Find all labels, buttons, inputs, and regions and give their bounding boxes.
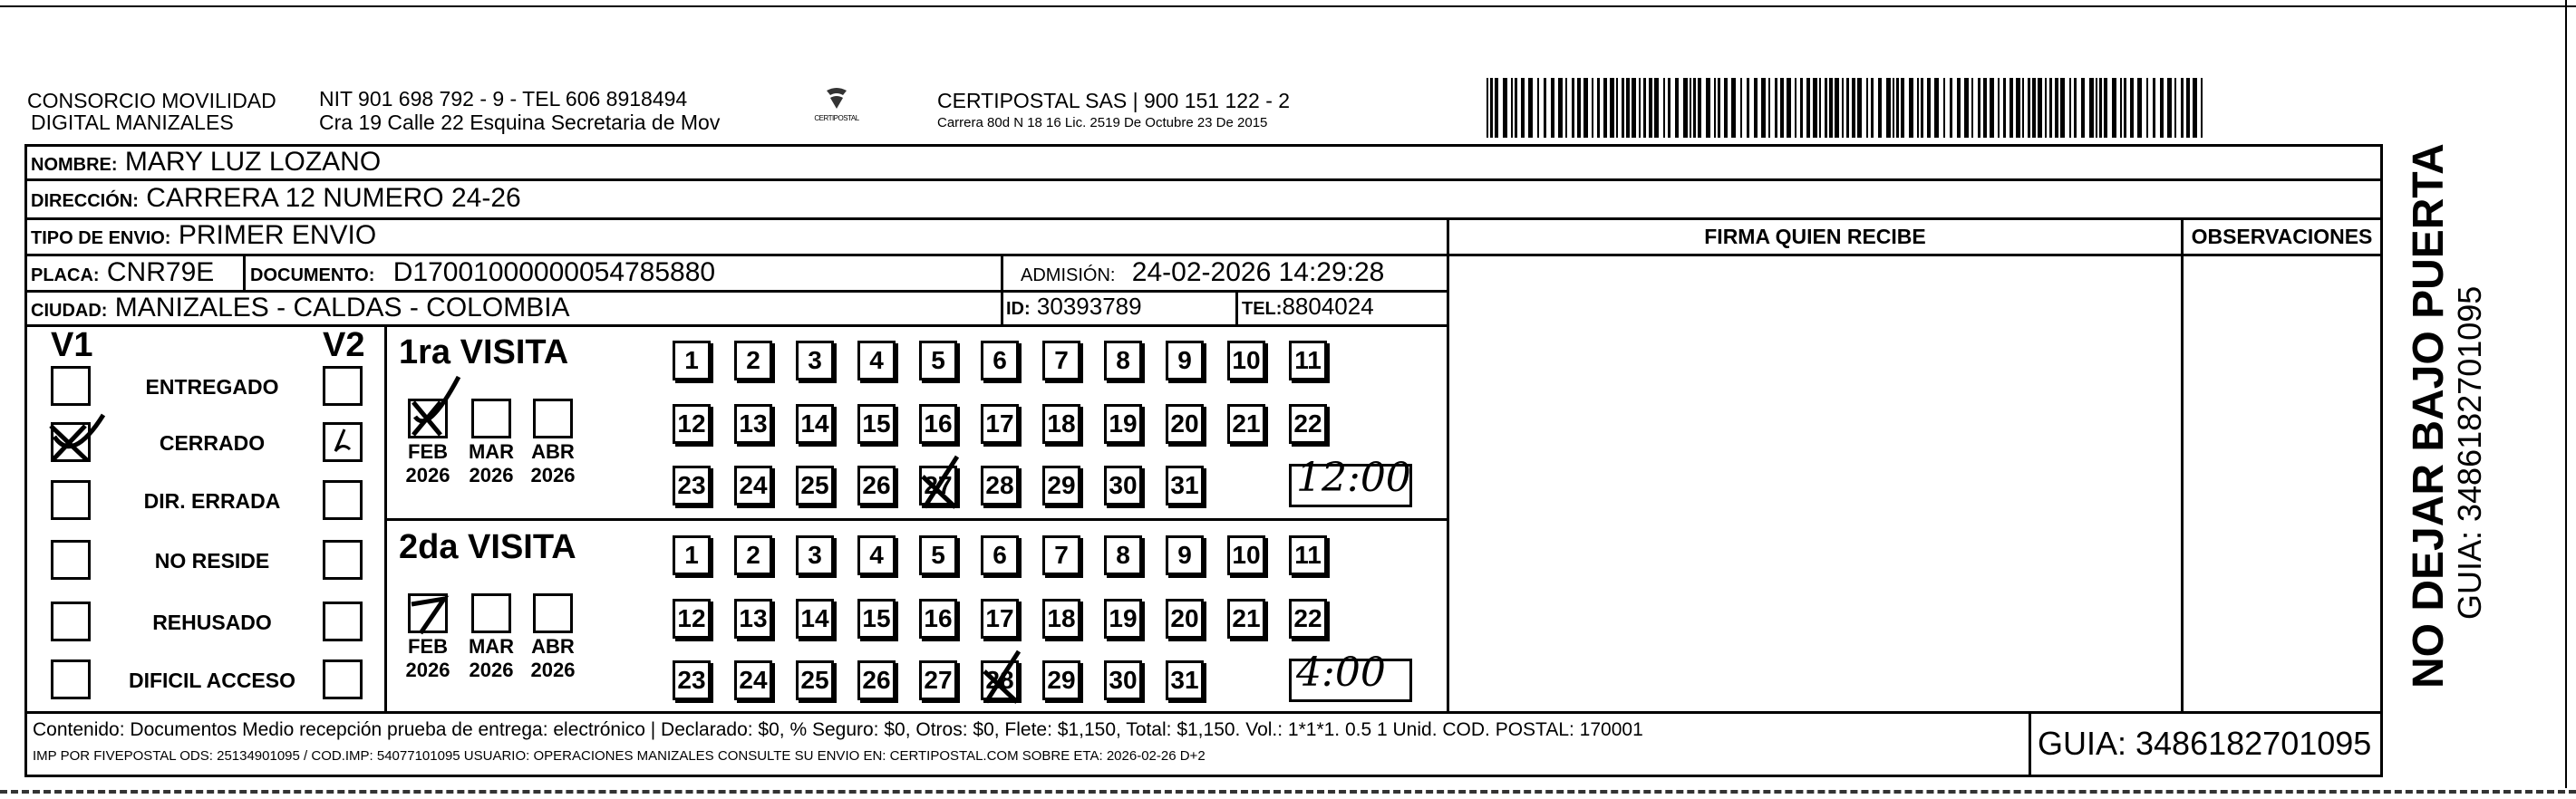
tel-field xyxy=(1242,293,1374,321)
v2-checkbox[interactable] xyxy=(323,480,363,520)
day-cell[interactable]: 30 xyxy=(1104,466,1142,505)
day-cell[interactable]: 12 xyxy=(673,404,711,444)
day-cell[interactable]: 13 xyxy=(734,404,772,444)
tipo-envio-value: PRIMER ENVIO xyxy=(178,220,377,250)
imp-text: IMP POR FIVEPOSTAL ODS: 25134901095 / COD.IMP: 54077101095 USUARIO: OPERACIONES MANIZALES CONSULTE SU ENVIO EN: CERTIPOSTAL.COM SOBRE ETA: 2026-02-26 D+2 xyxy=(33,748,1206,764)
day-cell[interactable]: 21 xyxy=(1227,599,1265,639)
day-cell[interactable]: 6 xyxy=(981,341,1019,380)
nombre-field xyxy=(31,147,381,178)
carrier-logo-text: CERTIPOSTAL xyxy=(814,114,859,122)
day-cell[interactable]: 6 xyxy=(981,535,1019,575)
documento-field xyxy=(250,257,715,288)
visit-divider xyxy=(384,518,1448,521)
day-cell[interactable]: 4 xyxy=(857,341,896,380)
day-cell[interactable]: 3 xyxy=(796,341,834,380)
right-edge xyxy=(2565,0,2567,788)
month-name: FEB xyxy=(408,440,448,463)
month-year: 2026 xyxy=(405,464,450,486)
day-cell[interactable]: 19 xyxy=(1104,404,1142,444)
day-cell[interactable]: 12 xyxy=(673,599,711,639)
day-cell[interactable]: 8 xyxy=(1104,341,1142,380)
v2-checkbox[interactable] xyxy=(323,602,363,641)
direccion-field xyxy=(31,183,521,214)
day-cell[interactable]: 22 xyxy=(1289,404,1327,444)
direccion-label: DIRECCIÓN: xyxy=(31,191,139,211)
day-cell[interactable]: 20 xyxy=(1166,404,1204,444)
admision-label: ADMISIÓN: xyxy=(1021,265,1116,285)
month-checkbox[interactable] xyxy=(533,593,573,633)
day-cell[interactable]: 3 xyxy=(796,535,834,575)
month-name: ABR xyxy=(531,440,575,463)
day-cell[interactable]: 27 xyxy=(919,660,957,700)
day-cell[interactable]: 23 xyxy=(673,660,711,700)
day-cell[interactable]: 4 xyxy=(857,535,896,575)
barcode xyxy=(1487,78,2212,138)
day-cell[interactable]: 9 xyxy=(1166,535,1204,575)
v2-checkbox[interactable] xyxy=(323,422,363,462)
admision-field xyxy=(1021,257,1384,288)
day-cell[interactable]: 1 xyxy=(673,341,711,380)
side-guia: GUIA: 3486182701095 xyxy=(2451,285,2488,620)
row-divider xyxy=(24,217,2383,220)
status-label: NO RESIDE xyxy=(154,549,270,573)
month-checkbox[interactable] xyxy=(471,399,511,438)
documento-value: D17001000000054785880 xyxy=(392,257,716,287)
day-cell[interactable]: 29 xyxy=(1042,660,1080,700)
month-checkbox[interactable] xyxy=(471,593,511,633)
day-cell[interactable]: 26 xyxy=(857,660,896,700)
col-divider xyxy=(1235,290,1238,326)
placa-field xyxy=(31,257,214,288)
visit-title: 2da VISITA xyxy=(399,528,576,566)
carrier-logo xyxy=(807,85,867,125)
day-cell[interactable]: 20 xyxy=(1166,599,1204,639)
day-cell[interactable]: 30 xyxy=(1104,660,1142,700)
v1-label: V1 xyxy=(51,326,93,364)
day-cell[interactable]: 14 xyxy=(796,599,834,639)
day-cell[interactable]: 8 xyxy=(1104,535,1142,575)
tel-label: TEL: xyxy=(1242,299,1283,319)
day-cell[interactable]: 25 xyxy=(796,466,834,505)
day-cell[interactable]: 10 xyxy=(1227,535,1265,575)
day-cell[interactable]: 28 xyxy=(981,660,1019,700)
documento-label: DOCUMENTO: xyxy=(250,265,375,285)
day-cell[interactable]: 13 xyxy=(734,599,772,639)
day-cell[interactable]: 24 xyxy=(734,660,772,700)
ciudad-value: MANIZALES - CALDAS - COLOMBIA xyxy=(114,293,570,322)
month-checkbox[interactable] xyxy=(408,399,448,438)
day-cell[interactable]: 11 xyxy=(1289,535,1327,575)
day-cell[interactable]: 19 xyxy=(1104,599,1142,639)
status-label: DIR. ERRADA xyxy=(143,489,281,513)
month-year: 2026 xyxy=(469,464,514,486)
day-cell[interactable]: 17 xyxy=(981,404,1019,444)
top-border xyxy=(0,5,2576,7)
month-checkbox[interactable] xyxy=(408,593,448,633)
day-cell[interactable]: 2 xyxy=(734,535,772,575)
tipo-envio-label: TIPO DE ENVIO: xyxy=(31,228,171,248)
day-cell[interactable]: 16 xyxy=(919,599,957,639)
direccion-value: CARRERA 12 NUMERO 24-26 xyxy=(146,183,521,213)
col-divider xyxy=(2181,217,2184,713)
month-year: 2026 xyxy=(530,464,576,486)
v2-checkbox[interactable] xyxy=(323,659,363,699)
guia-box: GUIA: 3486182701095 xyxy=(2038,725,2372,762)
company-name-line1: CONSORCIO MOVILIDAD xyxy=(27,89,276,112)
day-cell[interactable]: 22 xyxy=(1289,599,1327,639)
day-cell[interactable]: 18 xyxy=(1042,599,1080,639)
nombre-value: MARY LUZ LOZANO xyxy=(124,147,382,177)
day-cell[interactable]: 26 xyxy=(857,466,896,505)
contenido-text: Contenido: Documentos Medio recepción prueba de entrega: electrónico | Declarado: $0, % Seguro: $0, Otros: $0, Flete: $1,150, Total: $1,150. Vol.: 1*1*1. 0.5 1 Unid. COD. POSTAL: 170001 xyxy=(33,719,1643,740)
day-cell[interactable]: 17 xyxy=(981,599,1019,639)
admision-value: 24-02-2026 14:29:28 xyxy=(1131,257,1385,287)
month-year: 2026 xyxy=(405,659,450,681)
v1-checkbox[interactable] xyxy=(51,366,91,406)
company-name-line2: DIGITAL MANIZALES xyxy=(31,111,234,134)
month-name: MAR xyxy=(468,635,515,658)
ciudad-field xyxy=(31,293,570,323)
day-cell[interactable]: 29 xyxy=(1042,466,1080,505)
month-name: FEB xyxy=(408,635,448,658)
col-divider xyxy=(243,254,246,290)
sig-header-divider xyxy=(1449,254,2383,256)
month-name: ABR xyxy=(531,635,575,658)
month-checkbox[interactable] xyxy=(533,399,573,438)
day-cell[interactable]: 21 xyxy=(1227,404,1265,444)
frame-right xyxy=(2380,144,2383,777)
v1-checkbox[interactable] xyxy=(51,480,91,520)
v2-label: V2 xyxy=(323,326,365,364)
day-cell[interactable]: 10 xyxy=(1227,341,1265,380)
observaciones-area[interactable] xyxy=(2186,259,2378,709)
carrier-address: Carrera 80d N 18 16 Lic. 2519 De Octubre 23 De 2015 xyxy=(937,115,1268,130)
observaciones-label: OBSERVACIONES xyxy=(2191,225,2373,248)
company-address: Cra 19 Calle 22 Esquina Secretaria de Mov xyxy=(319,111,721,134)
v1-checkbox[interactable] xyxy=(51,540,91,580)
status-label: CERRADO xyxy=(159,431,266,455)
placa-label: PLACA: xyxy=(31,265,100,285)
company-nit: NIT 901 698 792 - 9 - TEL 606 8918494 xyxy=(319,87,688,111)
status-label: REHUSADO xyxy=(152,611,272,634)
v1-checkbox[interactable] xyxy=(51,422,91,462)
v1-checkbox[interactable] xyxy=(51,659,91,699)
day-cell[interactable]: 16 xyxy=(919,404,957,444)
signature-area[interactable] xyxy=(1452,259,2177,709)
col-divider xyxy=(1447,217,1449,713)
day-cell[interactable]: 31 xyxy=(1166,660,1204,700)
month-name: MAR xyxy=(468,440,515,463)
carrier-name: CERTIPOSTAL SAS | 900 151 122 - 2 xyxy=(937,89,1291,112)
day-cell[interactable]: 2 xyxy=(734,341,772,380)
status-label: DIFICIL ACCESO xyxy=(128,669,295,692)
v2-checkbox[interactable] xyxy=(323,540,363,580)
month-year: 2026 xyxy=(469,659,514,681)
handwritten-time: 4:00 xyxy=(1296,650,1386,696)
day-cell[interactable]: 11 xyxy=(1289,341,1327,380)
id-label: ID: xyxy=(1006,299,1031,319)
firma-label: FIRMA QUIEN RECIBE xyxy=(1704,225,1926,248)
tipo-envio-field xyxy=(31,220,376,251)
handwritten-time: 12:00 xyxy=(1296,455,1411,501)
ciudad-label: CIUDAD: xyxy=(31,301,108,321)
day-cell[interactable]: 23 xyxy=(673,466,711,505)
tel-value: 8804024 xyxy=(1282,293,1374,320)
col-divider xyxy=(2029,711,2031,777)
id-field xyxy=(1006,293,1142,321)
day-cell[interactable]: 7 xyxy=(1042,341,1080,380)
barcode-image xyxy=(1487,78,2212,138)
row-divider xyxy=(24,254,1449,256)
day-cell[interactable]: 15 xyxy=(857,599,896,639)
day-cell[interactable]: 24 xyxy=(734,466,772,505)
row-divider xyxy=(24,178,2383,181)
v2-checkbox[interactable] xyxy=(323,366,363,406)
status-label: ENTREGADO xyxy=(145,375,279,399)
col-divider xyxy=(1001,254,1003,326)
day-cell[interactable]: 31 xyxy=(1166,466,1204,505)
day-cell[interactable]: 1 xyxy=(673,535,711,575)
day-cell[interactable]: 9 xyxy=(1166,341,1204,380)
id-value: 30393789 xyxy=(1036,293,1142,320)
day-cell[interactable]: 27 xyxy=(919,466,957,505)
day-cell[interactable]: 15 xyxy=(857,404,896,444)
cut-line xyxy=(0,790,2576,799)
day-cell[interactable]: 14 xyxy=(796,404,834,444)
day-cell[interactable]: 5 xyxy=(919,535,957,575)
frame-left xyxy=(24,144,27,777)
day-cell[interactable]: 5 xyxy=(919,341,957,380)
day-cell[interactable]: 7 xyxy=(1042,535,1080,575)
visit-title: 1ra VISITA xyxy=(399,333,569,371)
side-warning: NO DEJAR BAJO PUERTA xyxy=(2405,143,2453,688)
placa-value: CNR79E xyxy=(106,257,215,287)
day-cell[interactable]: 18 xyxy=(1042,404,1080,444)
day-cell[interactable]: 25 xyxy=(796,660,834,700)
v1-checkbox[interactable] xyxy=(51,602,91,641)
day-cell[interactable]: 28 xyxy=(981,466,1019,505)
nombre-label: NOMBRE: xyxy=(31,155,118,175)
month-year: 2026 xyxy=(530,659,576,681)
